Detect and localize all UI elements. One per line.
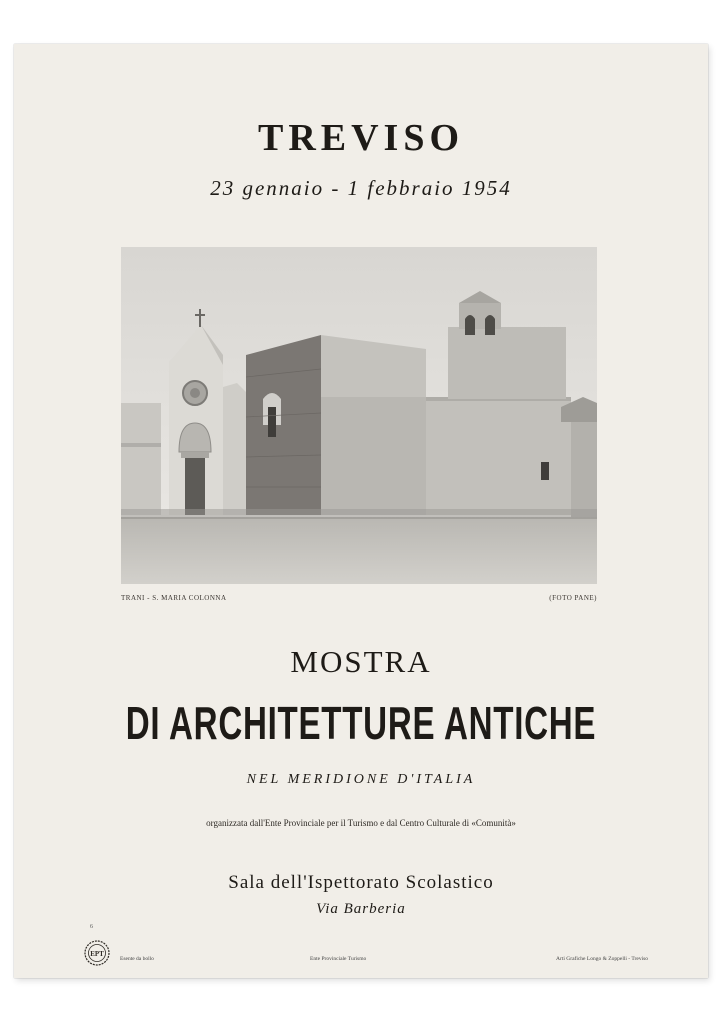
title-mostra: MOSTRA: [290, 644, 432, 679]
footer-printer: Arti Grafiche Longo & Zoppelli - Treviso: [556, 956, 648, 962]
title-architetture: DI ARCHITETTURE ANTICHE: [125, 697, 597, 749]
church-illustration: [121, 247, 597, 584]
organizer-line: organizzata dall'Ente Provinciale per il Turismo e dal Centro Culturale di «Comunità»: [206, 818, 516, 828]
photo-credit: (FOTO PANE): [549, 594, 597, 602]
footer-stamp-note: Esente da bollo: [120, 956, 154, 962]
exhibition-dates: 23 gennaio - 1 febbraio 1954: [210, 176, 512, 200]
sheet-number: 6: [90, 924, 93, 930]
city-title: TREVISO: [257, 117, 465, 159]
photo-caption-location: TRANI - S. MARIA COLONNA: [121, 594, 227, 602]
footer-publisher: Ente Provinciale Turismo: [310, 956, 367, 962]
venue-name: Sala dell'Ispettorato Scolastico: [228, 872, 494, 893]
ept-seal-icon: [84, 940, 110, 966]
title-subtitle: NEL MERIDIONE D'ITALIA: [246, 772, 476, 787]
poster-sheet: [14, 44, 708, 978]
svg-text:EPT: EPT: [90, 950, 104, 958]
venue-street: Via Barberia: [316, 901, 406, 917]
church-photo: [121, 247, 597, 584]
